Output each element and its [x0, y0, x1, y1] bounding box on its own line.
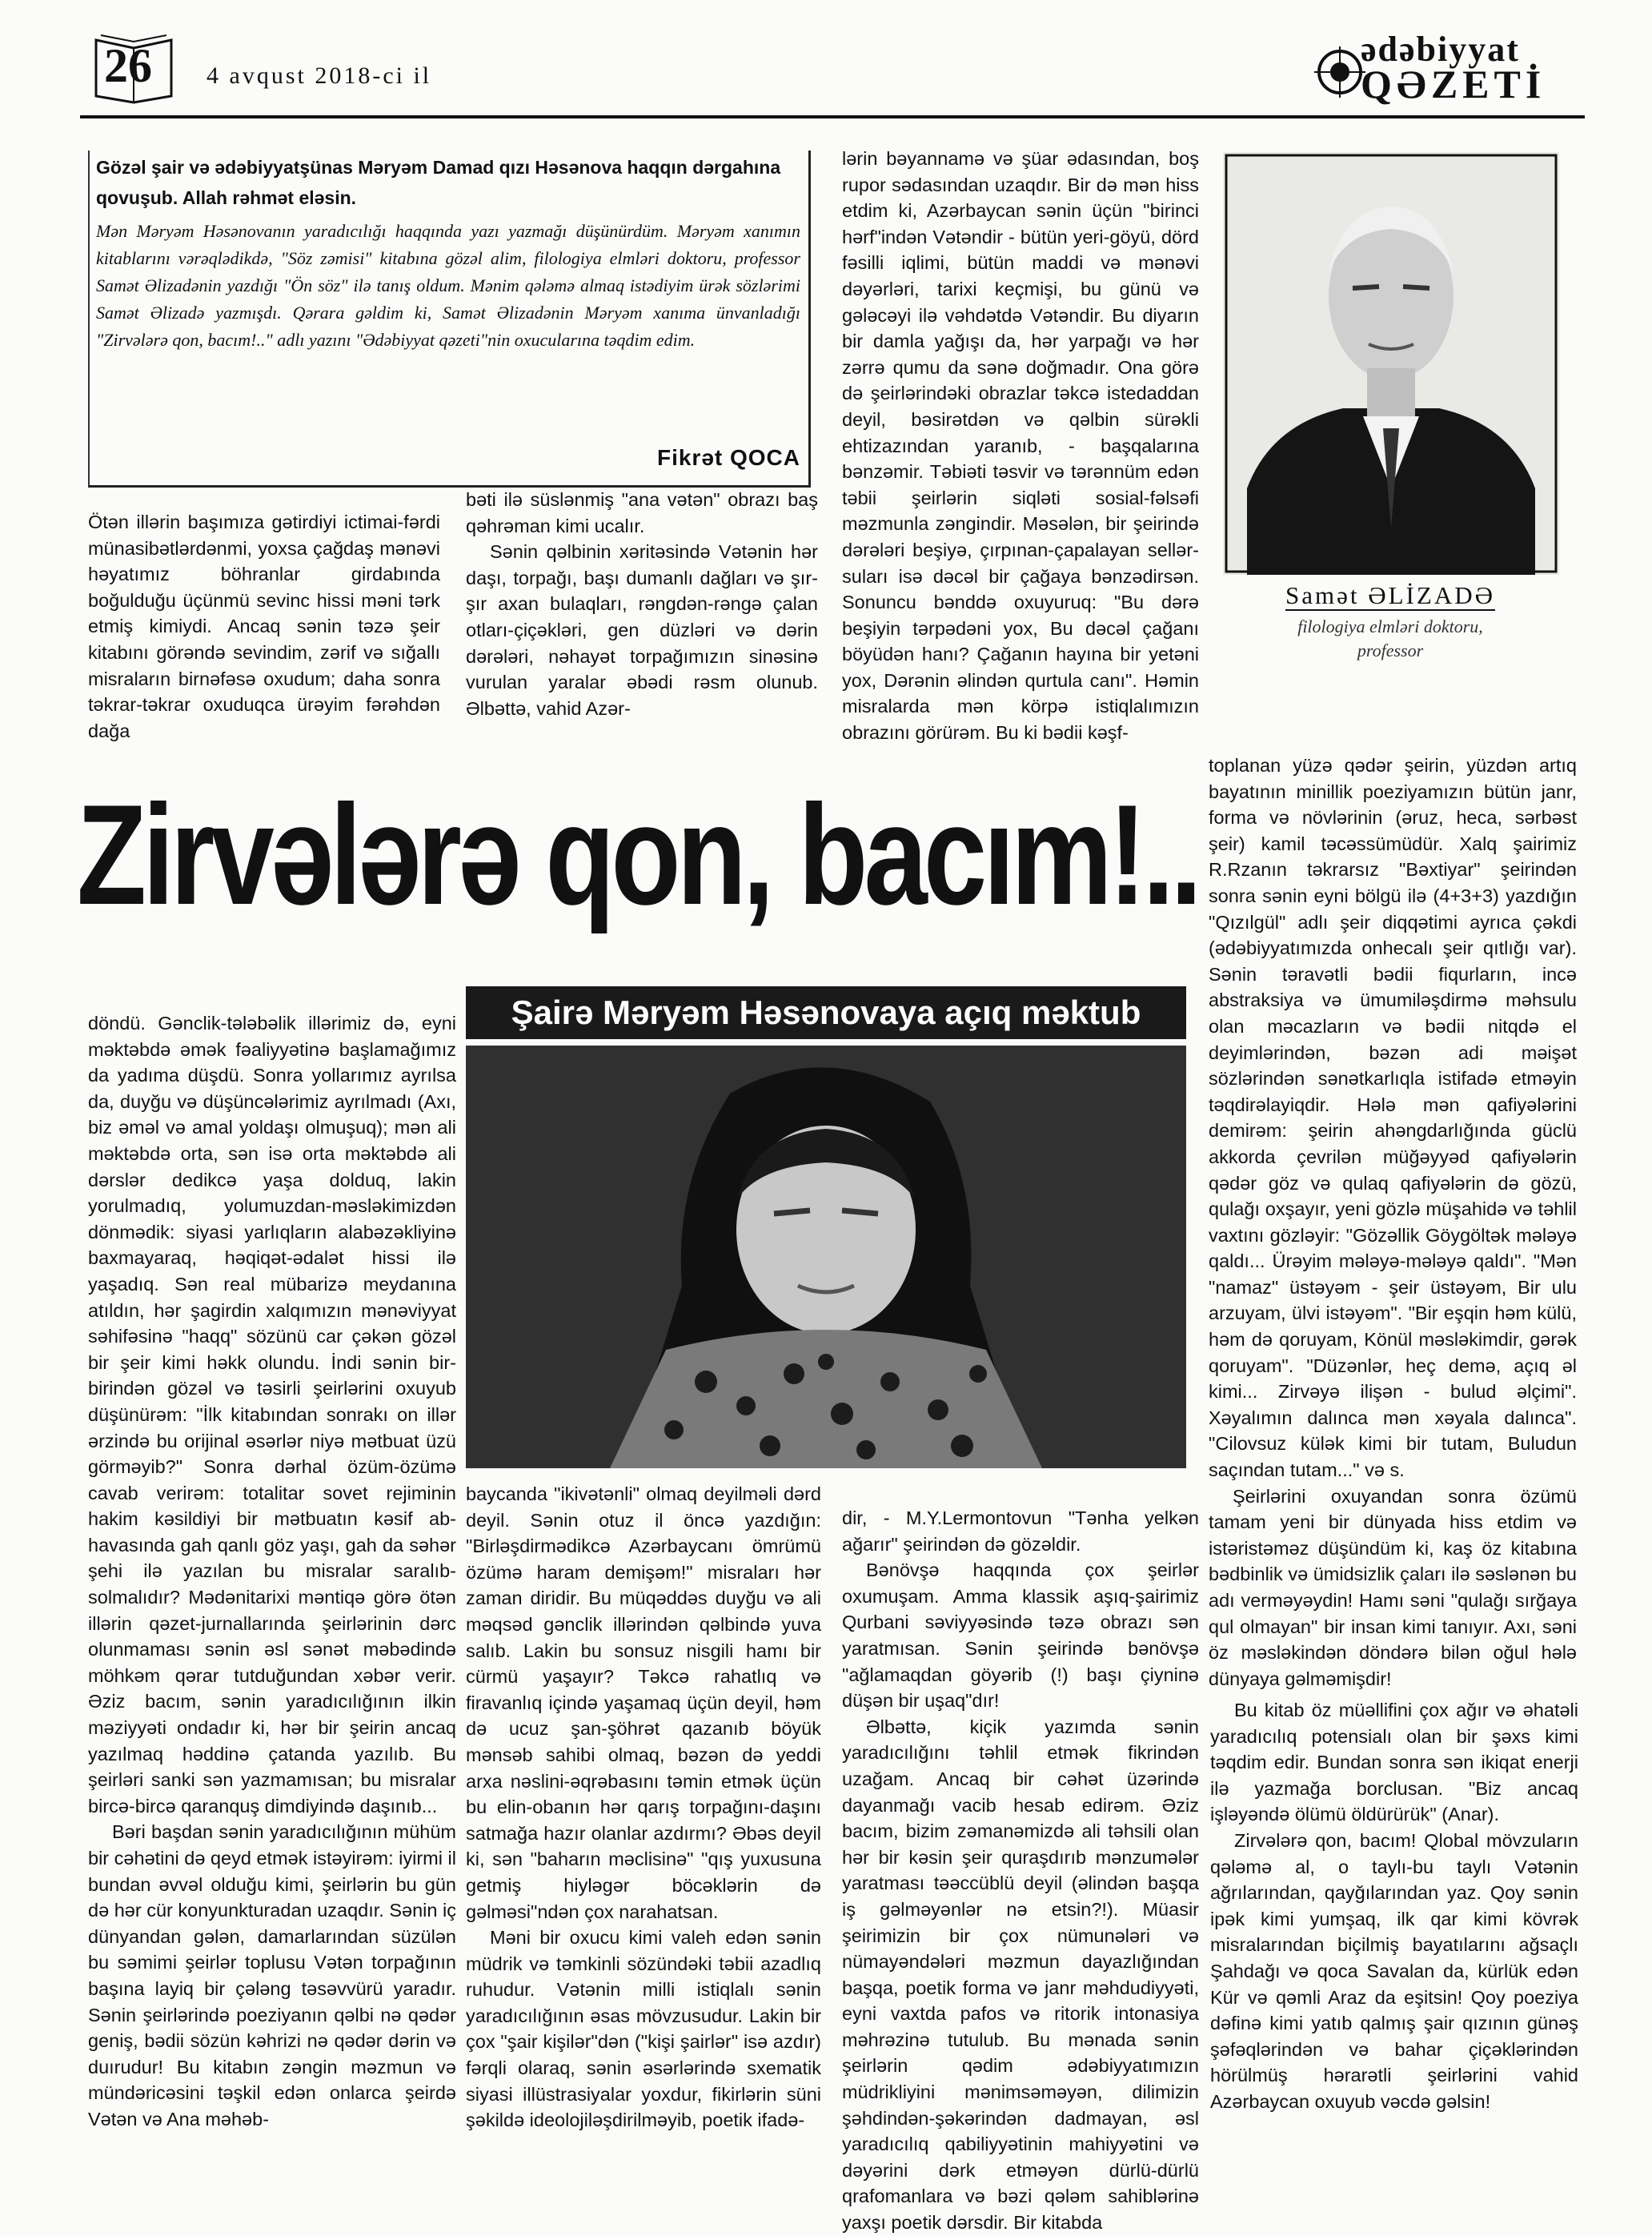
poet-photo: [466, 1046, 1186, 1468]
paragraph: bəti ilə süslənmiş "ana vətən" obrazı baş qəhrəman kimi ucalır.: [466, 489, 818, 536]
paragraph: Şeirlərini oxuyandan sonra özümü tamam yeni bir dünyada hiss etdim və istəristəməz düşündüm ki, kaş öz kitabına bədbinlik və ümidsizlik çaları ilə səslənən bu adı verməyəydin! Hamı səni "qulağı sırğaya qul olmayan" bir insan kimi tanıyır. Axı, səni öz məsləkindən döndərə bilən oğul hələ dünyaya gəlməmişdir!: [1209, 1485, 1577, 1689]
text-column-6: [466, 1481, 821, 2134]
text-column-3: [842, 146, 1199, 746]
paragraph: Bəri başdan sənin yaradıcılığının mühüm bir cəhətini də qeyd etmək istəyirəm: iyirmi il bundan əvvəl olduğu kimi, şeirlərin bu gün də hər cür konyunkturadan uzaqdır. Sənin iç dünyandan gələn, damarlarından süzülən bu səmimi şeirlər toplusu Vətən torpağının başına layiq bir çələng təsəvvürü yaradır. Sənin şeirlərində poeziyanın qəlbi nə qədər geniş, bədii sözün kəhrizi nə qədər dərin və duırudur! Bu kitabın zəngin məzmun və mündəricəsini təşkil edən onlarca şeirdə Vətən və Ana məhəb-: [88, 1821, 456, 2130]
editor-note-lead: Gözəl şair və ədəbiyyatşünas Məryəm Damad qızı Həsənova haqqın dərgahına qovuşub. Allah rəhmət eləsin.: [96, 157, 781, 208]
author-portrait: [1223, 152, 1559, 575]
editor-note-signature: Fikrət QOCA: [656, 445, 800, 470]
author-title-line2: professor: [1357, 640, 1424, 660]
paragraph: baycanda "ikivətənli" olmaq deyilməli dərd deyil. Sənin otuz il öncə yazdığın: "Birləşdirmədikcə Azərbaycanı ömrümü özümə haram demişəm!" misraları hər zaman diridir. Bu müqəddəs duyğu və ali məqsəd gənclik illərindən qəlbində yuva salıb. Lakin bu sonsuz nisgili hamı bir cürmü yaşayır? Təkcə rahatlıq və firavanlıq içində yaşamaq üçün deyil, həm də ucuz şan-şöhrət qazanıb böyük mənsəb sahibi olmaq, bəzən də yeddi arxa nəslini-əqrəbasını təmin etmək üçün bu elin-obanın hər qarış torpağını-daşını satmağa hazır olanlar azdırmı? Əbəs deyil ki, sən "baharın məclisinə" "qış yuxusuna getmiş hiyləgər böcəklərin də gəlməsi"ndən çox narahatsan.: [466, 1483, 821, 1922]
paragraph: döndü. Gənclik-tələbəlik illərimiz də, eyni məktəbdə əmək fəaliyyətinə başlamağımız da yadıma düşdü. Sonra yollarımız ayrılsa da, duyğu və düşüncələrimiz ayrılmadı (Axı, biz əməl və amal yoldaşı olmuşuq); mən ali məktəbdə orta, sən isə orta məktəbdə ali dərslər dedikcə yaşa dolduq, lakin yorulmadıq, yolumuzdan-məsləkimizdən dönmədik: siyasi yarlıqların alabəzəkliyinə baxmayaraq, həqiqət-ədalət hissi ilə yaşadıq. Sən real mübarizə meydanına atıldın, hər şagirdin xalqımızın mənəviyyat səhifəsinə "haqq" sözünü car çəkən gözəl bir şeir kimi həkk olundu. İndi sənin bir-birindən gözəl və təsirli şeirlərini oxuyub düşünürəm: "İlk kitabından sonrakı on illər ərzində bu orijinal əsərlər niyə mətbuat üzü görməyib?" Sonra dərhal özüm-özümə cavab verirəm: totalitar sovet rejiminin hakim kəsildiyi bir mətbuatın kəsif ab-havasında gah qanlı göz yaşı, gah da səhər şehi ilə yazılan bu misralar saralıb-solmalıdır? Mədənitarixi məntiqə görə ötən illərin qəzet-jurnallarında şeirlərinin dərc olunmaması sənin əsl sənət məbədində möhkəm qərar tutduğundan xəbər verir. Əziz bacım, sənin yaradıcılığının ilkin məziyyəti ondadır ki, hər bir şeirin ancaq yazılmaq həddinə çatanda yazılıb. Bu şeirləri sanki sən yazmamısan; bu misralar bircə-bircə qaranquş dimdiyində daşınıb...: [88, 1013, 456, 1816]
paragraph: Bu kitab öz müəllifini çox ağır və əhatəli yaradıcılıq potensialı olan bir şəxs kimi təqdim edir. Bundan sonra sən ikiqat enerji ilə yazmağa borclusan. "Biz ancaq işləyəndə ölümü öldürürük" (Anar).: [1210, 1700, 1578, 1825]
logo-title-line2: QƏZETİ: [1361, 62, 1546, 106]
text-column-5: [88, 1010, 456, 2133]
issue-date: 4 avqust 2018-ci il: [206, 62, 432, 89]
author-title-line1: filologiya elmləri doktoru,: [1297, 616, 1483, 636]
paragraph: dir, - M.Y.Lermontovun "Tənha yelkən ağarır" şeirindən də gözəldir.: [842, 1507, 1199, 1555]
article-headline: Zirvələrə qon, bacım!..: [77, 775, 1199, 934]
author-name: Samət ƏLİZADƏ: [1285, 581, 1495, 609]
page-number: 26: [104, 39, 152, 92]
paragraph: Zirvələrə qon, bacım! Qlobal mövzuların qələmə al, o taylı-bu taylı Vətənin ağrılarından, qayğılarından yaz. Qoy sənin ipək kimi yumşaq, ilk qar kimi kövrək misralarından biçilmiş bayatılarını ağsaçlı Şahdağı və qoca Savalan da, kürlük edən Kür və qəmli Araz da eşitsin! Qoy poeziya dəfinə kimi yatıb qalmış şair qızının günəş şəfəqlərindən və bahar çiçəklərindən hörülmüş hərarətli şeirlərini vahid Azərbaycan oxuyub vəcdə gəlsin!: [1210, 1829, 1578, 2112]
text-column-8: [1210, 1697, 1578, 2115]
editor-note-body: Mən Məryəm Həsənovanın yaradıcılığı haqqında yazı yazmağı düşünürdüm. Məryəm xanımın kitablarını vərəqlədikdə, "Söz zəmisi" kitabına gözəl alim, filologiya elmləri doktoru, professor Samət Əlizadənin yazdığı "Ön söz" ilə tanış oldum. Mənim qələmə almaq istədiyim ürək sözlərimi Samət Əlizadə yazmışdı. Qərara gəldim ki, Samət Əlizadənin Məryəm xanıma ünvanladığı "Zirvələrə qon, bacım!.." adlı yazını "Ədəbiyyat qəzeti"nin oxucularına təqdim edim.: [96, 221, 800, 350]
text-column-1: [88, 509, 440, 744]
text-column-4: [1209, 753, 1577, 1692]
header-rule: [80, 115, 1585, 118]
text-column-2: [466, 487, 818, 721]
paragraph: Ötən illərin başımıza gətirdiyi ictimai-fərdi münasibətlərdənmi, yoxsa çağdaş mənəvi həyatımız böhranlar girdabında boğulduğu üçünmü sevinc hissi məni tərk etmiş kimiydi. Ancaq sənin təzə şeir kitabını görəndə sevindim, zərif və sığallı misraların birnəfəsə oxudum; daha sonra təkrar-təkrar oxuduqca ürəyim fərəhdən dağa: [88, 512, 440, 741]
paragraph: Əlbəttə, kiçik yazımda sənin yaradıcılığını təhlil etmək fikrindən uzağam. Ancaq bir cəhət üzərində dayanmağı vacib hesab edirəm. Əziz bacım, bizim zəmanəmizdə ali təhsili olan hər bir kəsin şeir quraşdırıb mənzumələr yaratması təəccüblü deyil (əlindən başqa iş gəlməyənlər nə etsin?!). Müasir şeirimizin bir çox nümunələri və nümayəndələri məzmun dayazlığından başqa, poetik forma və janr məhdudiyyəti, eyni vaxtda pafos və ritorik intonasiya məhrəzinə tutulub. Bu mənada sənin şeirlərin qədim ədəbiyyatımızın müdrikliyini mənimsəməyən, dilimizin şəhdindən-şəkərindən dadmayan, əsl yaradıcılıq qabiliyyətinin mahiyyətini və dəyərini dərk etməyən dürlü-dürlü qrafomanlara və bəzi qələm sahiblərinə yaxşı poetik dərsdir. Bir kitabda: [842, 1716, 1199, 2234]
article-subheadline: Şairə Məryəm Həsənovaya açıq məktub: [466, 986, 1186, 1039]
paragraph: lərin bəyannamə və şüar ədasından, boş rupor sədasından uzaqdır. Bir də mən hiss etdim ki, Azərbaycan sənin üçün "birinci hərf"indən Vətəndir - bütün yeri-göyü, dörd fəsilli iqlimi, bütün maddi və mənəvi dəyərləri, tarixi keçmişi, bu günü və gələcəyi ilə vəhdətdə Vətəndir. Bu diyarın bir damla yağışı da, hər yarpağı və hər zərrə qumu da sənə doğmadır. Ona görə də şeirlərindəki obrazlar təkcə istedaddan deyil, bəsirətdən və qəlbin sürəkli ehtizazından yaranıb, - başqalarına bənzəmir. Təbiəti təsvir və tərənnüm edən təbii şeirlərin siqləti sosial-fəlsəfi məzmunla zəngindir. Məsələn, bir şeirində dərələri beşiyə, çırpınan-çapalayan sellər-suları isə dəcəl bir çağaya bənzədirsən. Sonuncu bənddə oxuyuruq: "Bu dərə beşiyin tərpədəni yox, Bu dəcəl çağanı böyüdən hanı? Çağanın hayına bir yetəni yox, Dərənin əlindən qurtula canı". Həmin misralarda mən körpə istiqlalımızın obrazını görürəm. Bu ki bədii kəşf-: [842, 148, 1199, 744]
paragraph: Bənövşə haqqında çox şeirlər oxumuşam. Amma klassik aşıq-şairimiz Qurbani səviyyəsində təzə obrazı sən yaratmısan. Sənin şeirində bənövşə "ağlamaqdan göyərib (!) başı çiyninə düşən bir uşaq"dır!: [842, 1560, 1199, 1712]
logo-title-line1: ədəbiyyat: [1361, 30, 1520, 69]
text-column-7: [842, 1505, 1199, 2236]
paragraph: Məni bir oxucu kimi valeh edən sənin müdrik və təmkinli sözündəki təbii azadlıq ruhudur. Vətənin milli istiqlalı sənin yaradıcılığının əsas mövzusudur. Lakin bir çox "şair kişilər"dən ("kişi şairlər" isə azdır) fərqli olaraq, sənin əsərlərində sxematik siyasi illüstrasiyalar yoxdur, fikirlərin süni şəkildə ideolojiləşdirilməyib, poetik ifadə-: [466, 1927, 821, 2131]
paragraph: toplanan yüzə qədər şeirin, yüzdən artıq bayatının minillik poeziyamızın bütün janr, forma və növlərinin (əruz, heca, sərbəst şeir) kamil təcəssümüdür. Xalq şairimiz R.Rzanın təkrarsız "Bəxtiyar" şeirindən sonra sənin eyni bölgü ilə (4+3+3) yazdığın "Qızılgül" adlı şeir diqqətimi ayrıca çəkdi (ədəbiyyatımızda onhecalı şeir qıtlığı var). Sənin təravətli bədii fiqurların, incə abstraksiya və ümumiləşdirmə məhsulu olan məcazların və bədii nitqdə el deyimlərindən, bəzən adi məişət sözlərindən sənətkarlıqla istifadə etməyin təqdirəlayiqdir. Hələ mən qafiyələrini demirəm: şeirin ahəngdarlığında güclü akkorda çevrilən müğəyyəd qafiyələrin qədər göz və qulaq qafiyələrin də gözü, qulağı oxşayır, yeni gözlə müşahidə və təhlil vaxtını gözləyir: "Gözəllik Göygöltək mələyə qaldı... Ürəyim mələyə-mələyə qaldı". "Mən "namaz" üstəyəm - şeir üstəyəm, Bir ulu arzuyam, ülvi istəyəm". "Bir eşqin həm külü, həm də qoruyam, Könül məsləkimdir, gərək qoruyam". "Düzənlər, heç demə, açıq əl kimi... Zirvəyə ilişən - bulud əlçimi". Xəyalımın dalınca mən xəyala dalınca". "Cilovsuz külək kimi bir tutam, Buludun saçından tutam..." və s.: [1209, 755, 1577, 1481]
author-title: [1210, 615, 1570, 663]
paragraph: Sənin qəlbinin xəritəsində Vətənin hər daşı, torpağı, başı dumanlı dağları və şır-şır axan bulaqları, rəngdən-rəngə çalan otları-çiçəkləri, gen düzləri və dərin dərələri, nəhayət torpağımızın sinəsinə vurulan yaralar əbədi rəsm olunub. Əlbəttə, vahid Azər-: [466, 541, 818, 719]
